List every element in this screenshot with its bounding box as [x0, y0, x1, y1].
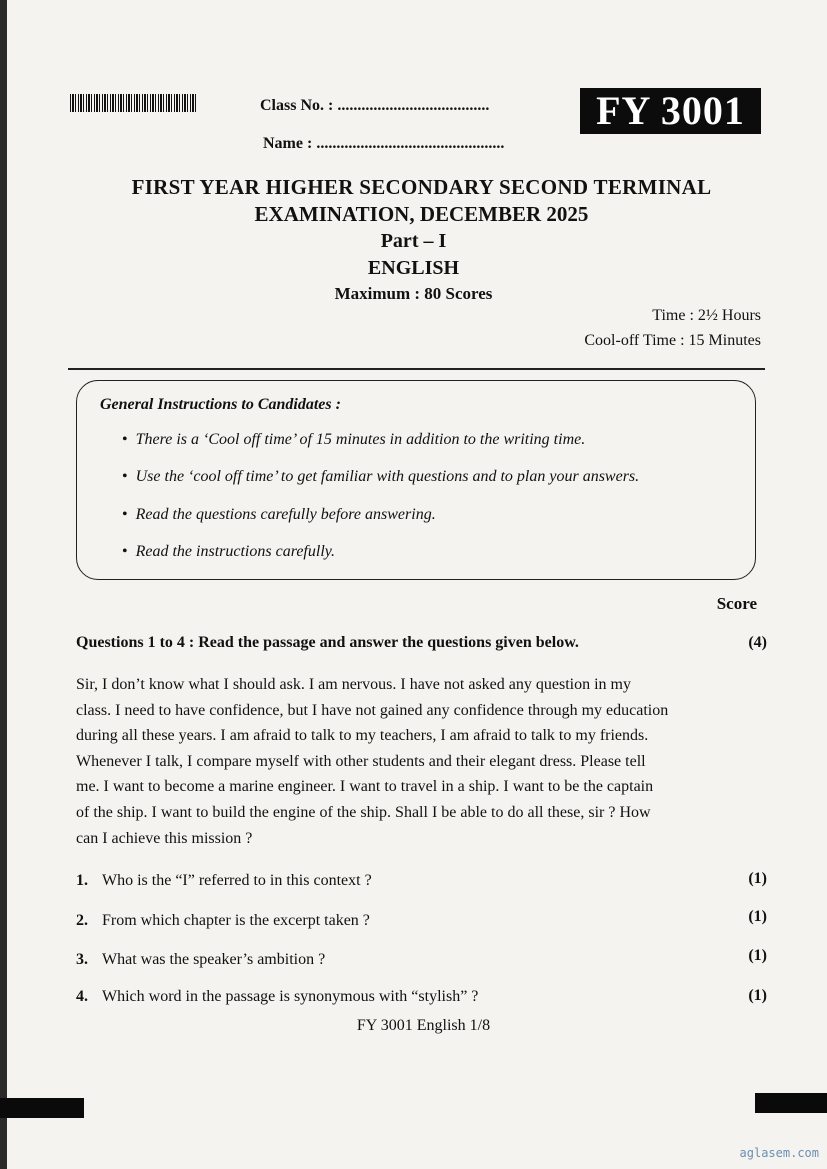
passage-line: class. I need to have confidence, but I have not gained any confidence through my education: [76, 701, 669, 719]
question-3: 3. What was the speaker’s ambition ?: [76, 951, 326, 968]
exam-title-line1: FIRST YEAR HIGHER SECONDARY SECOND TERMINAL: [131, 175, 712, 199]
question-4: 4. Which word in the passage is synonymous with “stylish” ?: [76, 988, 479, 1005]
passage: [76, 672, 766, 851]
question-1-marks: (1): [748, 870, 767, 887]
time-allowed: Time : 2½ Hours: [652, 307, 761, 324]
question-4-marks: (1): [748, 987, 767, 1004]
registration-mark-left: [0, 1098, 84, 1118]
passage-line: of the ship. I want to build the engine of the ship. Shall I be able to do all these, sir ? How: [76, 803, 651, 821]
section-heading: Questions 1 to 4 : Read the passage and answer the questions given below.: [76, 634, 579, 651]
barcode: [70, 94, 198, 112]
class-no-field: Class No. : ......................................: [260, 97, 490, 114]
instruction-item: • Read the questions carefully before answering.: [122, 506, 436, 523]
cool-off-time: Cool-off Time : 15 Minutes: [584, 332, 761, 349]
exam-title-line2: EXAMINATION, DECEMBER 2025: [254, 202, 589, 226]
question-3-marks: (1): [748, 947, 767, 964]
passage-line: me. I want to become a marine engineer. I want to travel in a ship. I want to be the captain: [76, 778, 654, 796]
question-2: 2. From which chapter is the excerpt taken ?: [76, 912, 370, 929]
maximum-scores: Maximum : 80 Scores: [334, 284, 493, 303]
watermark: aglasem.com: [739, 1146, 819, 1160]
question-2-marks: (1): [748, 908, 767, 925]
part-label: Part – I: [380, 230, 447, 252]
paper-code: FY 3001: [580, 88, 761, 134]
subject-title: ENGLISH: [367, 257, 460, 279]
instruction-item: • Read the instructions carefully.: [122, 543, 335, 560]
passage-line: Sir, I don’t know what I should ask. I am nervous. I have not asked any question in my: [76, 676, 631, 693]
section-marks: (4): [748, 634, 767, 651]
score-column-label: Score: [716, 594, 757, 613]
divider: [68, 368, 765, 370]
name-field: Name : ...............................................: [263, 135, 505, 152]
passage-line: can I achieve this mission ?: [76, 829, 253, 847]
instruction-item: • There is a ‘Cool off time’ of 15 minutes in addition to the writing time.: [122, 431, 586, 448]
instructions-title: General Instructions to Candidates :: [100, 396, 341, 413]
instruction-item: • Use the ‘cool off time’ to get familiar with questions and to plan your answers.: [122, 468, 640, 485]
passage-line: Whenever I talk, I compare myself with other students and their elegant dress. Please tell: [76, 752, 646, 770]
passage-line: during all these years. I am afraid to talk to my teachers, I am afraid to talk to my friends.: [76, 727, 649, 745]
registration-mark-right: [755, 1093, 827, 1113]
page-footer: FY 3001 English 1/8: [356, 1017, 491, 1034]
question-1: 1. Who is the “I” referred to in this context ?: [76, 872, 372, 889]
